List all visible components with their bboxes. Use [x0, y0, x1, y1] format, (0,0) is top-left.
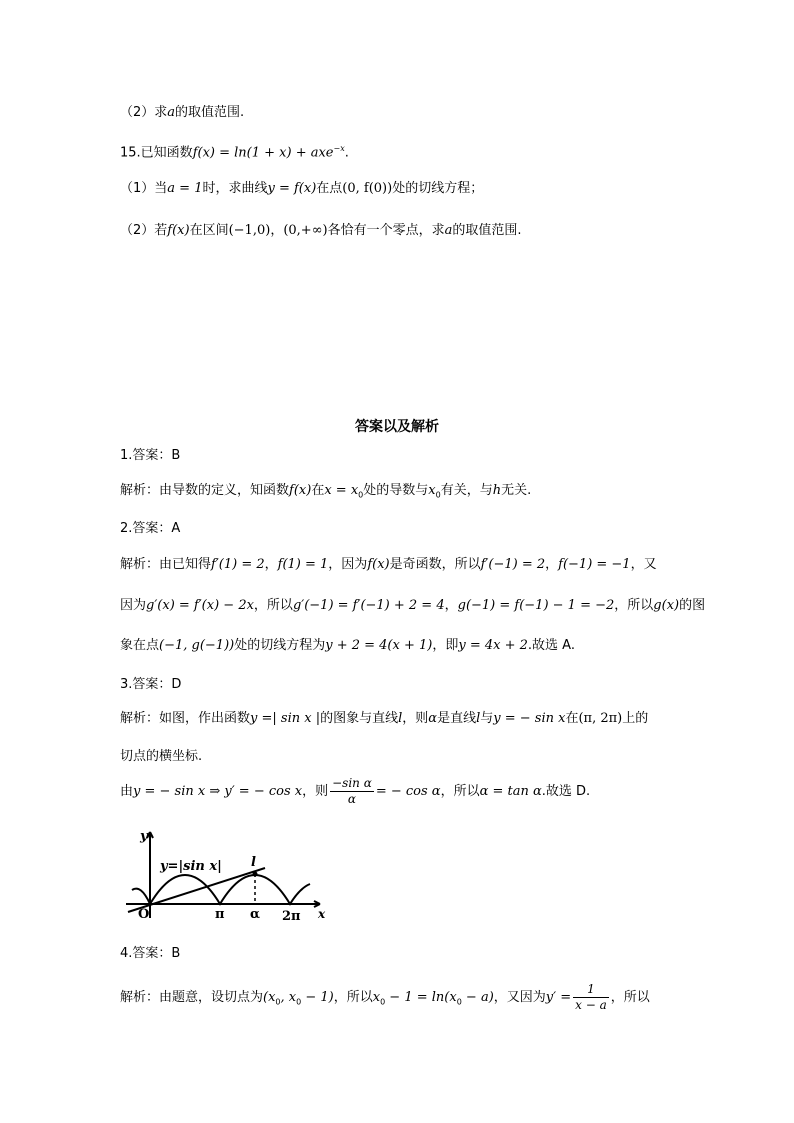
answer-1-label: 1.答案：B: [120, 448, 181, 463]
q15-part1: （1）当a = 1时，求曲线y = f(x)在点(0, f(0))处的切线方程；: [120, 181, 484, 196]
x-axis-label: x: [318, 907, 326, 921]
abs-sine-figure: [120, 826, 330, 922]
origin-label: O: [138, 907, 150, 922]
answer-1-explanation: 解析：由导数的定义，知函数f(x)在$x = x_0$处的导数与$x_0$有关，与h无关.: [120, 483, 532, 500]
answer-2-label: 2.答案：A: [120, 521, 181, 536]
fraction: $\frac{\text{−sin α}}{\alpha}$: [332, 776, 372, 806]
tangent-line-l: [128, 868, 265, 912]
answer-2-line3: 象在点(−1, g(−1))处的切线方程为y + 2 = 4(x + 1)，即y = 4x + 2.故选 A.: [120, 638, 575, 653]
answer-3-line1: 解析：如图，作出函数y =| sin x |的图象与直线l，则α是直线l与y = − sin x在(π, 2π)上的: [120, 711, 649, 726]
y-axis-label: y: [140, 829, 148, 844]
answer-2-line1: 解析：由已知得f′(1) = 2，f(1) = 1，因为f(x)是奇函数，所以f′(−1) = 2，f(−1) = −1，又: [120, 557, 657, 572]
fraction: $\frac{1}{x - a}$: [575, 982, 607, 1012]
q15-part2: （2）若f(x)在区间(−1,0)，(0,+∞)各恰有一个零点，求a的取值范围.: [120, 223, 522, 238]
answer-3-label: 3.答案：D: [120, 677, 182, 692]
answer-4-label: 4.答案：B: [120, 946, 181, 961]
tick-label-alpha: α: [250, 907, 261, 922]
abs-sine-curve: [132, 875, 310, 904]
tick-label-2pi: 2π: [282, 909, 301, 922]
answer-2-line2: 因为g′(x) = f′(x) − 2x，所以g′(−1) = f′(−1) + 2 = 4，g(−1) = f(−1) − 1 = −2，所以g(x)的图: [120, 598, 706, 613]
tick-label-pi: π: [215, 907, 225, 922]
tangent-point: [253, 872, 258, 877]
answer-4-line1: 解析：由题意，设切点为($x_0$, $x_0 - 1$)，所以$x_0 - 1 = \ln(x_0 - a)$，又因为y′ = $\frac{1}{x - a}$ ，所以: [120, 982, 650, 1012]
curve-label: y=|sin x|: [160, 859, 222, 874]
q15-stem: 15.已知函数f(x) = ln(1 + x) + axe$^{-x}$.: [120, 144, 349, 161]
answers-title: 答案以及解析: [355, 419, 439, 435]
answer-3-line2: 切点的横坐标.: [120, 749, 203, 764]
answer-3-line3: 由y = − sin x ⇒ y′ = − cos x，则 $\frac{\text{−sin α}}{\alpha}$ = − cos α，所以α = tan α.故选 D.: [120, 776, 591, 806]
line-label: l: [251, 855, 256, 870]
q14-part2: （2）求a的取值范围.: [120, 105, 245, 120]
